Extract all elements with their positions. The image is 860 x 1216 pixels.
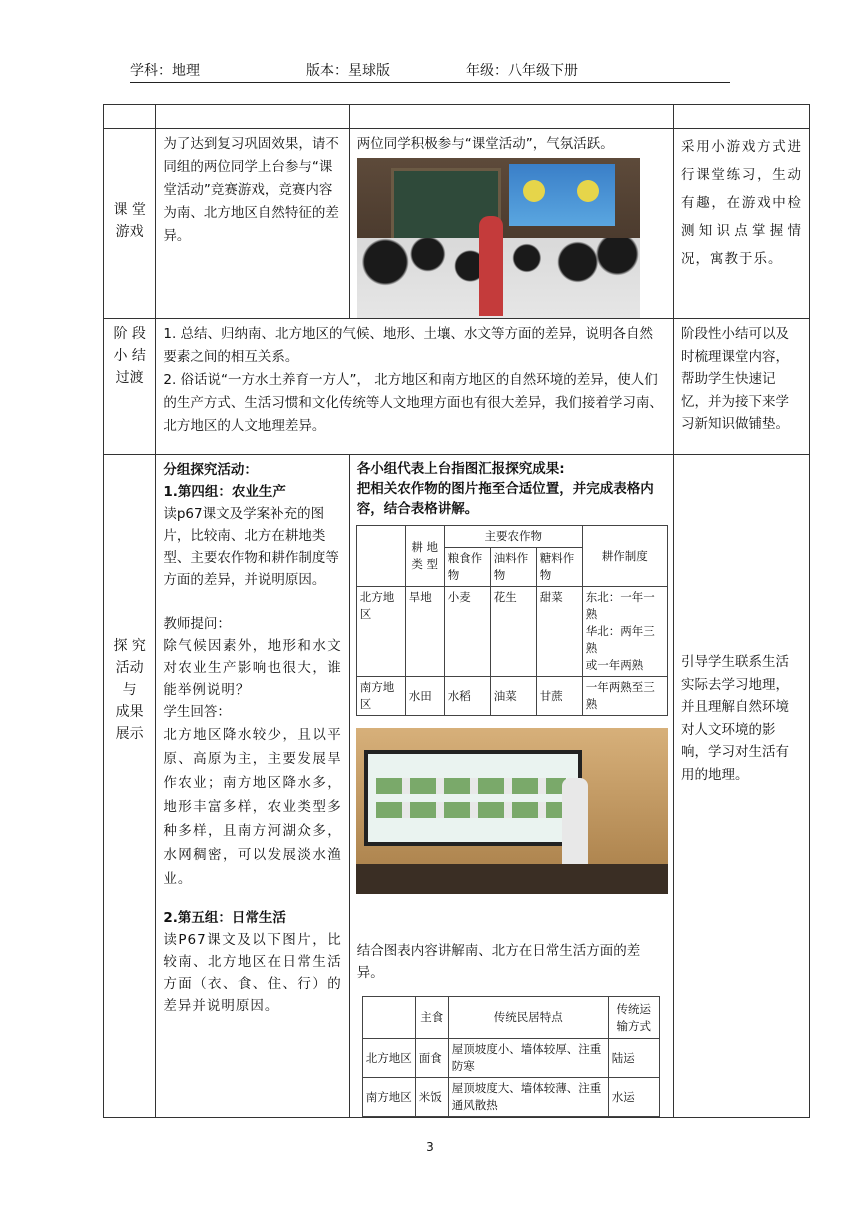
label-line: 课 堂 — [113, 202, 146, 218]
life-south-transport: 水运 — [608, 1078, 659, 1117]
life-south-house: 屋顶坡度大、墙体较薄、注重通风散热 — [448, 1078, 608, 1117]
label-line: 活动 — [115, 660, 144, 676]
teacher-question-label: 教师提问： — [163, 616, 231, 632]
subject-label: 学科：地理 — [130, 63, 200, 79]
agri-header-row — [356, 526, 667, 548]
agri-h-oil: 油料作物 — [490, 548, 536, 587]
label-line: 与 — [122, 682, 137, 698]
table-row-game — [104, 129, 810, 319]
table-row-explore — [104, 455, 810, 1118]
agriculture-table — [356, 525, 668, 716]
game-student-text: 两位同学积极参与“课堂活动”，气氛活跃。 — [356, 136, 614, 152]
explore-title: 分组探究活动： — [163, 462, 258, 478]
label-line: 游戏 — [115, 224, 144, 240]
group5-title: 2.第五组：日常生活 — [163, 910, 286, 926]
life-north-house: 屋顶坡度小、墙体较厚、注重防寒 — [448, 1039, 608, 1078]
life-header-row — [362, 997, 659, 1039]
table-row — [362, 1078, 659, 1117]
label-line: 小 结 — [113, 348, 146, 364]
row-label-explore — [104, 455, 156, 1118]
student-answer-label: 学生回答： — [163, 704, 231, 720]
agri-north-sugar: 甜菜 — [536, 587, 582, 677]
student-answer-text: 北方地区降水较少，且以平原、高原为主，主要发展旱作农业；南方地区降水多，地形丰富多样，农业类型多种多样，且南方河湖众多，水网稠密，可以发展淡水渔业。 — [163, 727, 342, 887]
agri-south-oil: 油菜 — [490, 677, 536, 716]
lesson-table — [103, 104, 810, 1118]
label-line: 探 究 — [113, 638, 146, 654]
life-north-food: 面食 — [415, 1039, 448, 1078]
life-north-region: 北方地区 — [362, 1039, 415, 1078]
group5-text: 读P67课文及以下图片，比较南、北方地区在日常生活方面（衣、食、住、行）的差异并说明原因。 — [163, 932, 342, 1014]
student-report-title: 各小组代表上台指图汇报探究成果: — [356, 461, 565, 477]
agri-north-region: 北方地区 — [356, 587, 405, 677]
daily-life-table — [362, 996, 660, 1117]
student-presentation-photo — [356, 728, 668, 894]
game-intent-text: 采用小游戏方式进行课堂练习，生动有趣，在游戏中检测知识点掌握情况，寓教于乐。 — [681, 139, 802, 267]
agri-north-type: 旱地 — [405, 587, 444, 677]
agri-north-grain: 小麦 — [444, 587, 490, 677]
agri-south-sugar: 甘蔗 — [536, 677, 582, 716]
agri-south-grain: 水稻 — [444, 677, 490, 716]
agri-south-type: 水田 — [405, 677, 444, 716]
teacher-figure-shape — [479, 216, 503, 316]
smartboard-screen-shape — [364, 750, 582, 846]
summary-point-2: 2. 俗话说“一方水土养育一方人”， 北方地区和南方地区的自然环境的差异，使人们的生产方式、生活习惯和文化传统等人文地理方面也有很大差异，我们接着学习南、北方地区的人文地理差异。 — [163, 372, 663, 434]
agri-h-system: 耕作制度 — [582, 526, 667, 587]
system-line: 东北：一年一熟 — [585, 590, 655, 621]
table-row — [362, 1039, 659, 1078]
agri-north-oil: 花生 — [490, 587, 536, 677]
classroom-game-photo — [357, 158, 640, 318]
label-line: 阶 段 — [113, 326, 146, 342]
row-label-game — [104, 129, 156, 319]
grade-label: 年级：八年级下册 — [466, 63, 578, 79]
teacher-question-text: 除气候因素外，地形和水文对农业生产影响也很大，谁能举例说明？ — [163, 638, 342, 698]
label-line: 成果 — [115, 704, 144, 720]
table-row-summary — [104, 319, 810, 455]
life-h-food: 主食 — [415, 997, 448, 1039]
life-h-house: 传统民居特点 — [448, 997, 608, 1039]
label-line: 展示 — [115, 726, 144, 742]
agri-h-sugar: 糖料作物 — [536, 548, 582, 587]
page-number: 3 — [426, 1140, 434, 1154]
game-teacher-text: 为了达到复习巩固效果，请不同组的两位同学上台参与“课堂活动”竞赛游戏，竞赛内容为南、北方地区自然特征的差异。 — [163, 136, 339, 244]
label-line: 过渡 — [115, 370, 144, 386]
table-row — [356, 587, 667, 677]
agri-south-system: 一年两熟至三熟 — [582, 677, 667, 716]
row-label-summary — [104, 319, 156, 455]
summary-point-1: 1. 总结、归纳南、北方地区的气候、地形、土壤、水文等方面的差异，说明各自然要素之间的相互关系。 — [163, 326, 654, 365]
agri-south-region: 南方地区 — [356, 677, 405, 716]
life-south-food: 米饭 — [415, 1078, 448, 1117]
projector-screen-shape — [509, 164, 615, 226]
student-report-task: 把相关农作物的图片拖至合适位置，并完成表格内容，结合表格讲解。 — [356, 481, 654, 517]
agri-h-grain: 粮食作物 — [444, 548, 490, 587]
daily-life-explain-text: 结合图表内容讲解南、北方在日常生活方面的差异。 — [356, 943, 641, 981]
agri-h-crops: 主要农作物 — [444, 526, 582, 548]
life-north-transport: 陆运 — [608, 1039, 659, 1078]
version-label: 版本：星球版 — [306, 63, 390, 79]
system-line: 华北：两年三熟 — [585, 624, 655, 655]
table-row — [356, 677, 667, 716]
life-south-region: 南方地区 — [362, 1078, 415, 1117]
system-line: 或一年两熟 — [585, 658, 644, 672]
life-h-transport: 传统运输方式 — [608, 997, 659, 1039]
explore-intent-text: 引导学生联系生活实际去学习地理，并且理解自然环境对人文环境的影响，学习对生活有用的地理。 — [681, 654, 789, 783]
group4-title: 1.第四组：农业生产 — [163, 484, 286, 500]
agri-north-system — [582, 587, 667, 677]
group4-text: 读p67课文及学案补充的图片，比较南、北方在耕地类型、主要农作物和耕作制度等方面的差异，并说明原因。 — [163, 506, 339, 588]
page-header — [130, 60, 730, 83]
table-row-top — [104, 105, 810, 129]
agri-h-type: 耕 地 类 型 — [405, 526, 444, 587]
summary-intent-text: 阶段性小结可以及时梳理课堂内容，帮助学生快速记忆，并为接下来学习新知识做铺垫。 — [681, 326, 789, 432]
audience-shape — [356, 864, 668, 894]
